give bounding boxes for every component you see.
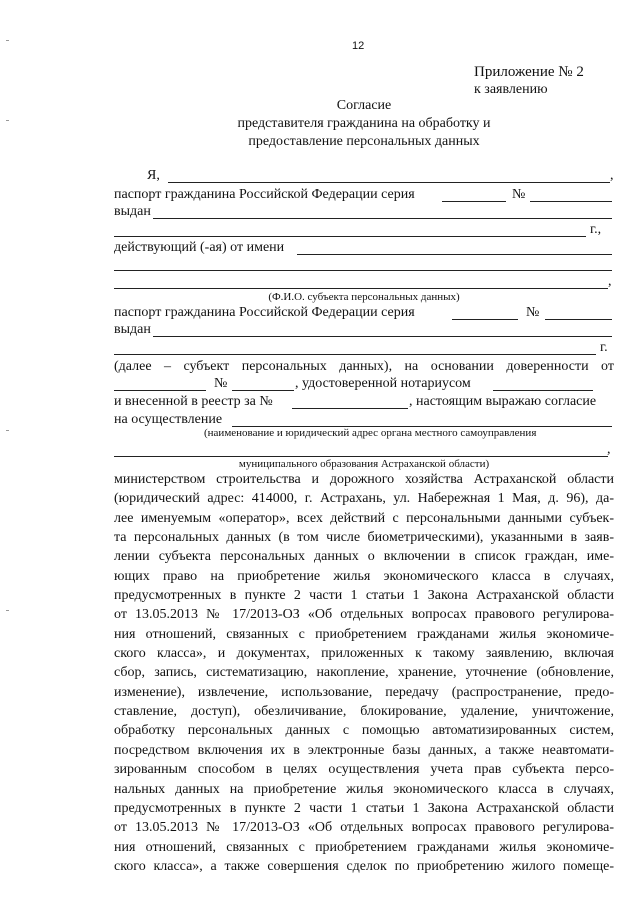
body-line: ского класса», и документах, приложенных к такому заявлению, включая <box>114 646 614 662</box>
body-line: предусмотренных в пункте 2 части 1 статьи 1 Закона Астраханской области <box>114 800 614 816</box>
appendix-to-label: к заявлению <box>474 82 548 97</box>
registry-line <box>292 408 408 409</box>
blank-line <box>114 288 608 289</box>
muni-caption: муниципального образования Астраханской области) <box>238 458 490 470</box>
body-line: министерством строительства и дорожного хозяйства Астраханской области <box>114 472 614 487</box>
ya-label: Я, <box>147 168 160 183</box>
body-line: нальных данных на приобретение жилья экономического класса в случаях, <box>114 781 614 797</box>
subject-caption: (Ф.И.О. субъекта персональных данных) <box>268 291 460 303</box>
body-line: ния отношений, связанных с приобретением гражданами жилья экономиче- <box>114 839 614 855</box>
scan-mark <box>6 610 9 611</box>
title-line-1: Согласие <box>336 98 392 113</box>
body-line: зированным способом в целях осуществления учета прав субъекта персо- <box>114 762 614 778</box>
fullname-line <box>168 182 610 183</box>
scan-mark <box>6 430 9 431</box>
issued-line-2 <box>114 236 586 237</box>
acting-label: действующий (-ая) от имени <box>114 240 285 255</box>
passport-number-line <box>530 201 612 202</box>
title-line-3: предоставление персональных данных <box>248 134 480 149</box>
blank-line <box>114 270 612 271</box>
body-paragraph <box>114 470 614 876</box>
body-line: посредством включения их в электронные базы данных, а также неавтомати- <box>114 742 614 758</box>
issued-line <box>153 218 612 219</box>
body-line: та персональных данных (в том числе биометрическими), указанными в заяв- <box>114 530 614 546</box>
scan-mark <box>6 120 9 121</box>
year-label: г., <box>590 222 602 237</box>
body-line: ющих право на приобретение жилья экономического класса в случаях, <box>114 568 614 584</box>
title-line-2: представителя гражданина на обработку и <box>237 116 491 131</box>
passport-label: паспорт гражданина Российской Федерации серия <box>114 187 415 202</box>
number-sign-2: № <box>526 305 540 320</box>
body-line: ского класса», а также совершения сделок по приобретению жилого помеще- <box>114 858 614 874</box>
registry-label: и внесенной в реестр за № <box>114 394 273 409</box>
certified-label: , удостоверенной нотариусом <box>295 376 471 391</box>
issued-label: выдан <box>114 204 151 219</box>
body-line: ния отношений, связанных с приобретением гражданами жилья экономиче- <box>114 626 614 642</box>
body-line: обработку персональных данных с помощью автоматизированных систем, <box>114 723 614 739</box>
consent-label: , настоящим выражаю согласие <box>409 394 597 409</box>
year-label-2: г. <box>600 340 608 355</box>
body-line: (юридический адрес: 414000, г. Астрахань, ул. Набережная 1 Мая, д. 96), да- <box>114 491 614 507</box>
issued-line-4 <box>114 354 596 355</box>
scan-mark <box>6 40 9 41</box>
comma-mark: , <box>610 168 614 183</box>
body-line: изменение), извлечение, использование, передачу (распространение, предо- <box>114 684 614 700</box>
body-line: от 13.05.2013 № 17/2013-ОЗ «Об отдельных вопросах правового регулирова- <box>114 607 614 623</box>
implementation-label: на осуществление <box>114 412 223 427</box>
org-line <box>114 456 608 457</box>
notary-line <box>493 390 593 391</box>
body-line: ставление, доступ), обезличивание, блокирование, удаление, уничтожение, <box>114 704 614 720</box>
poa-date-line <box>114 390 206 391</box>
body-line: лее именуемым «оператор», всех действий с персональными данными субъек- <box>114 510 614 526</box>
comma-mark: , <box>607 442 611 457</box>
issued-line-3 <box>153 336 612 337</box>
body-line: предусмотренных в пункте 2 части 1 статьи 1 Закона Астраханской области <box>114 588 614 604</box>
comma-mark: , <box>608 274 612 289</box>
poa-number-line <box>232 390 294 391</box>
passport-series-line <box>442 201 506 202</box>
passport-number-line-2 <box>545 319 612 320</box>
org-caption: (наименование и юридический адрес органа местного самоуправления <box>204 427 537 439</box>
passport-series-line-2 <box>452 319 518 320</box>
body-line: сбор, запись, систематизацию, накопление, хранение, уточнение (обновление, <box>114 665 614 681</box>
issued-label-2: выдан <box>114 322 151 337</box>
passport-label-2: паспорт гражданина Российской Федерации серия <box>114 305 415 320</box>
number-sign-3: № <box>214 376 228 391</box>
number-sign: № <box>512 187 526 202</box>
body-line: лении субъекта персональных данных о включении в список граждан, име- <box>114 549 614 565</box>
appendix-label: Приложение № 2 <box>474 64 584 80</box>
body-line: от 13.05.2013 № 17/2013-ОЗ «Об отдельных вопросах правового регулирова- <box>114 820 614 836</box>
subject-line: (далее – субъект персональных данных), на основании доверенности от <box>114 359 614 374</box>
acting-line <box>297 254 612 255</box>
page-number: 12 <box>352 40 365 52</box>
